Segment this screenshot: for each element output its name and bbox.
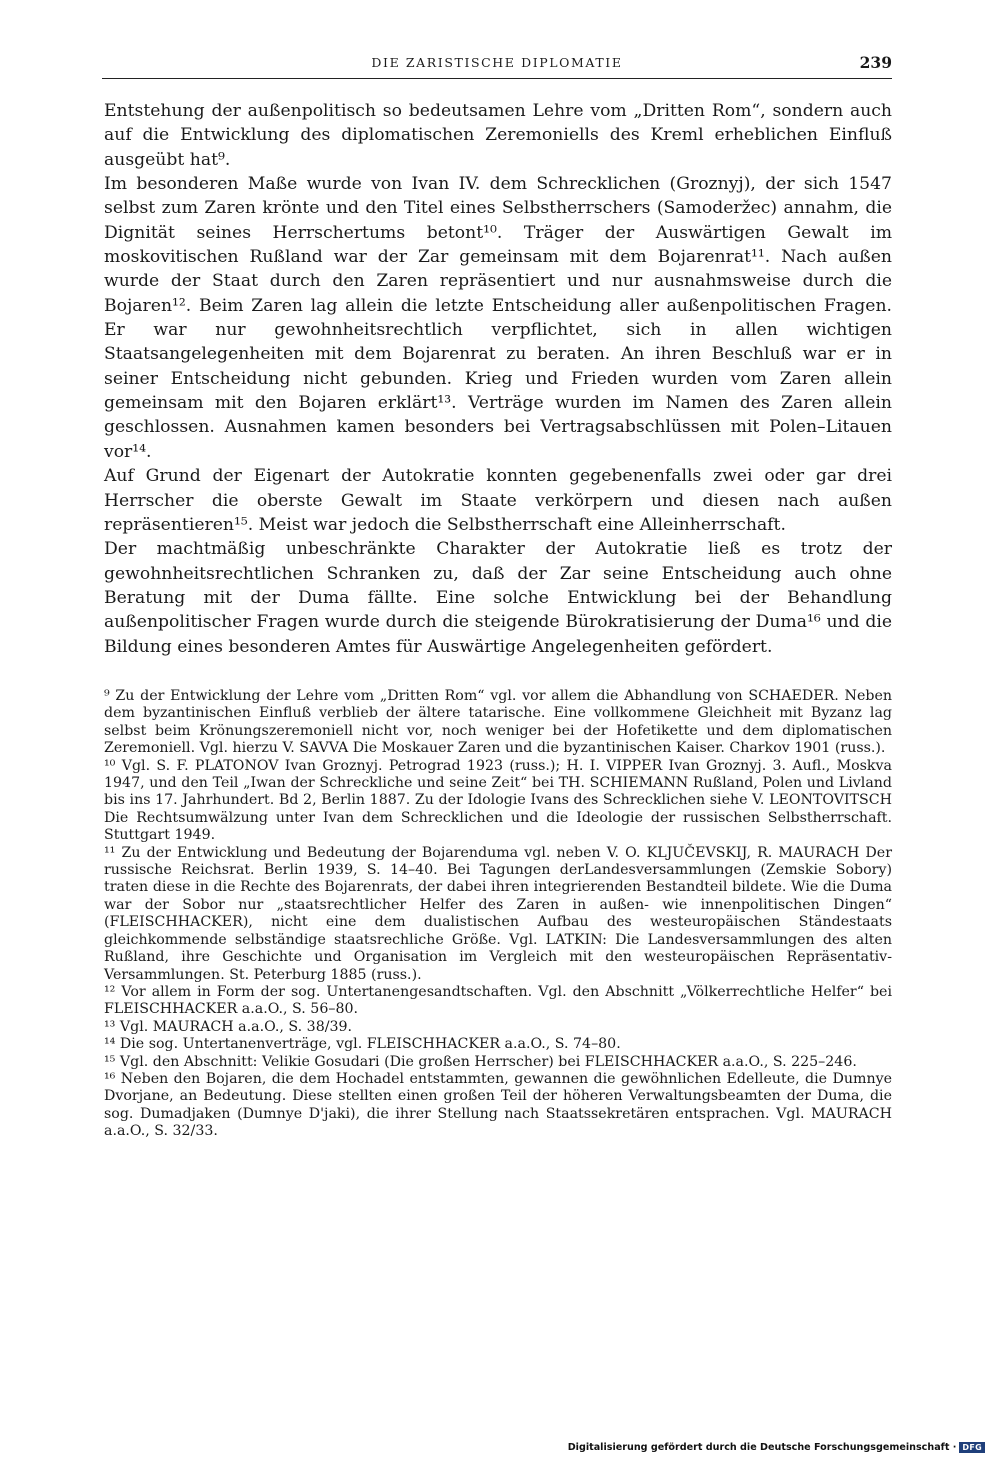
paragraph: Auf Grund der Eigenart der Autokratie konnten gegebenenfalls zwei oder gar drei Herrscher die oberste Gewalt im Staate verkörpern und diesen nach außen repräsentieren¹⁵. Meist war jedoch die Selbstherrschaft eine Alleinherrschaft. <box>104 466 892 535</box>
dfg-logo-icon: DFG <box>959 1442 985 1453</box>
paragraph: Der machtmäßig unbeschränkte Charakter der Autokratie ließ es trotz der gewohnheitsrechtlichen Schranken zu, daß der Zar seine Entscheidung auch ohne Beratung mit der Duma fällte. Eine solche Entwicklung bei der Behandlung außenpolitischer Fragen wurde durch die steigende Bürokratisierung der Duma¹⁶ und die Bildung eines besonderen Amtes für Auswärtige Angelegenheiten gefördert. <box>104 539 892 657</box>
paragraph: Im besonderen Maße wurde von Ivan IV. dem Schrecklichen (Groznyj), der sich 1547 selbst zum Zaren krönte und den Titel eines Selbstherrschers (Samoderžec) annahm, die Dignität seines Herrschertums betont¹⁰. Träger der Auswärtigen Gewalt im moskovitischen Rußland war der Zar gemeinsam mit dem Bojarenrat¹¹. Nach außen wurde der Staat durch den Zaren repräsentiert und nur ausnahmsweise durch die Bojaren¹². Beim Zaren lag allein die letzte Entscheidung aller außenpolitischen Fragen. Er war nur gewohnheitsrechtlich verpflichtet, sich in allen wichtigen Staatsangelegenheiten mit dem Bojarenrat zu beraten. An ihren Beschluß war er in seiner Entscheidung nicht gebunden. Krieg und Frieden wurden vom Zaren allein gemeinsam mit den Bojaren erklärt¹³. Verträge wurden im Namen des Zaren allein geschlossen. Ausnahmen kamen besonders bei Vertragsabschlüssen mit Polen–Litauen vor¹⁴. <box>104 174 892 462</box>
main-text <box>104 99 892 659</box>
footnote-10: ¹⁰ Vgl. S. F. PLATONOV Ivan Groznyj. Petrograd 1923 (russ.); H. I. VIPPER Ivan Groznyj. 3. Aufl., Moskva 1947, und den Teil „Iwan der Schreckliche und seine Zeit“ bei TH. SCHIEMANN Rußland, Polen und Livland bis ins 17. Jahrhundert. Bd 2, Berlin 1887. Zu der Idologie Ivans des Schrecklichen siehe V. LEONTOVITSCH Die Rechtsumwälzung unter Ivan dem Schrecklichen und die Ideologie der russischen Selbstherrschaft. Stuttgart 1949. <box>104 757 892 844</box>
digitization-credit <box>568 1442 985 1453</box>
footnote-13: ¹³ Vgl. MAURACH a.a.O., S. 38/39. <box>104 1018 353 1035</box>
page-number: 239 <box>859 53 892 72</box>
paragraph: Entstehung der außenpolitisch so bedeutsamen Lehre vom „Dritten Rom“, sondern auch auf die Entwicklung des diplomatischen Zeremoniells des Kreml erheblichen Einfluß ausgeübt hat⁹. <box>104 101 892 170</box>
footnote-11: ¹¹ Zu der Entwicklung und Bedeutung der Bojarenduma vgl. neben V. O. KLJUČEVSKIJ, R. MAURACH Der russische Reichsrat. Berlin 1939, S. 14–40. Bei Tagungen derLandesversammlungen (Zemskie Sobory) traten diese in die Rechte des Bojarenrats, der dabei ihren integrierenden Bestandteil bildete. Wie die Duma war der Sobor nur „staatsrechtlicher Helfer des Zaren in außen- wie innenpolitischen Dingen“ (FLEISCHHACKER), nicht eine dem dualistischen Aufbau des westeuropäischen Ständestaats gleichkommende selbständige staatsrechliche Größe. Vgl. LATKIN: Die Landesversammlungen des alten Rußland, ihre Geschichte und Organisation im Vergleich mit den westeuropäischen Repräsentativ-Versammlungen. St. Peterburg 1885 (russ.). <box>104 844 892 983</box>
footnotes <box>104 688 892 1141</box>
running-title: DIE ZARISTISCHE DIPLOMATIE <box>371 55 623 70</box>
page-header <box>102 54 892 79</box>
footnote-14: ¹⁴ Die sog. Untertanenverträge, vgl. FLEISCHHACKER a.a.O., S. 74–80. <box>104 1036 621 1053</box>
credit-text: Digitalisierung gefördert durch die Deutsche Forschungsgemeinschaft · <box>567 1442 957 1453</box>
footnote-9: ⁹ Zu der Entwicklung der Lehre vom „Dritten Rom“ vgl. vor allem die Abhandlung von SCHAEDER. Neben dem byzantinischen Einfluß verblieb der ältere tatarische. Eine vollkommene Gleichheit mit Byzanz lag selbst beim Krönungszeremoniell nicht vor, noch weniger bei der Hofetikette und dem diplomatischen Zeremoniell. Vgl. hierzu V. SAVVA Die Moskauer Zaren und die byzantinischen Kaiser. Charkov 1901 (russ.). <box>104 688 892 757</box>
footnote-15: ¹⁵ Vgl. den Abschnitt: Velikie Gosudari (Die großen Herrscher) bei FLEISCHHACKER a.a.O., S. 225–246. <box>104 1053 857 1070</box>
footnote-16: ¹⁶ Neben den Bojaren, die dem Hochadel entstammten, gewannen die gewöhnlichen Edelleute, die Dumnye Dvorjane, an Bedeutung. Diese stellten einen großen Teil der höheren Verwaltungsbeamten der Duma, die sog. Dumadjaken (Dumnye D'jaki), die ihrer Stellung nach Staatssekretären entsprachen. Vgl. MAURACH a.a.O., S. 32/33. <box>104 1070 892 1140</box>
footnote-12: ¹² Vor allem in Form der sog. Untertanengesandtschaften. Vgl. den Abschnitt „Völkerrechtliche Helfer“ bei FLEISCHHACKER a.a.O., S. 56–80. <box>104 983 892 1018</box>
